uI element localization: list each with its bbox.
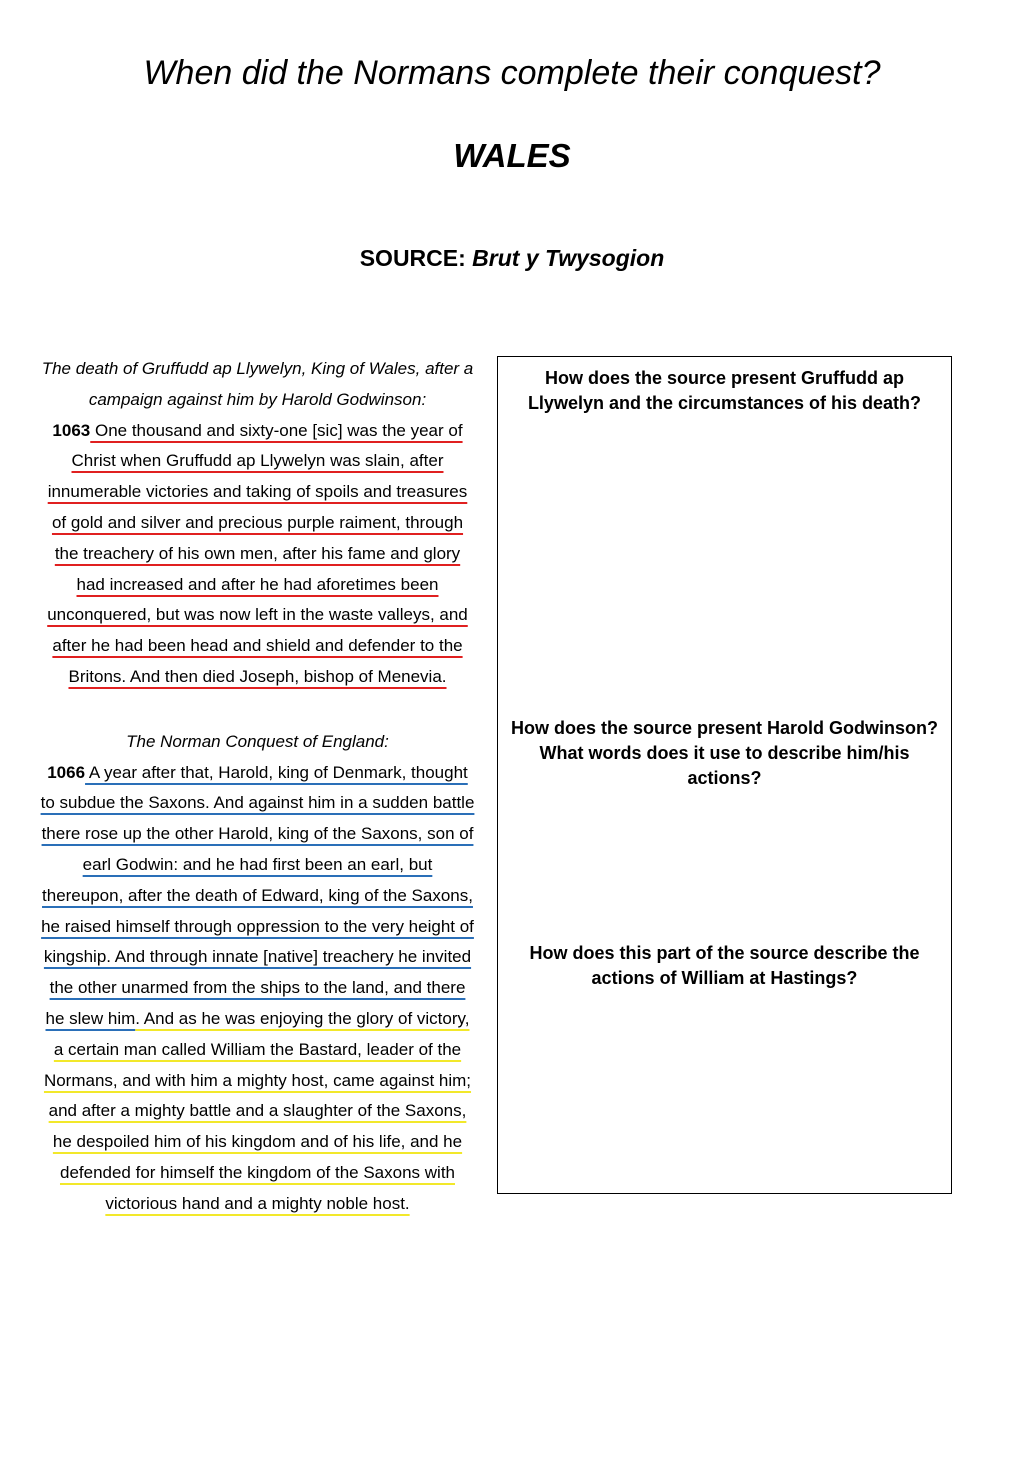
extract-intro-1063: The death of Gruffudd ap Llywelyn, King of Wales, after a campaign against him by Harold Godwinson:	[41, 359, 474, 409]
extract-intro-1066: The Norman Conquest of England:	[126, 731, 389, 751]
question-william: How does this part of the source describe the actions of William at Hastings?	[529, 943, 920, 988]
extract-text-1063: One thousand and sixty-one [sic] was the year of Christ when Gruffudd ap Llywelyn was slain, after innumerable victories and taking of spoils and treasures of gold and silver and precious purple raiment, through the treachery of his own men, after his fame and glory had increased and after he had aforetimes been unconquered, but was now left in the waste valleys, and after he had been head and shield and defender to the Britons. And then died Joseph, bishop of Menevia.	[47, 420, 468, 686]
question-gruffudd: How does the source present Gruffudd ap Llywelyn and the circumstances of his death?	[527, 368, 922, 413]
source-name: Brut y Twysogion	[472, 245, 665, 271]
question-harold: How does the source present Harold Godwinson? What words does it use to describe him/his actions?	[510, 718, 939, 788]
source-heading	[0, 242, 1024, 274]
year-1063: 1063	[52, 420, 91, 440]
source-part-1066	[40, 727, 475, 1220]
extract-text-william: . And as he was enjoying the glory of victory, a certain man called William the Bastard, leader of the Normans, and with him a mighty host, came against him; and after a mighty battle and a slaughter of the Saxons, he despoiled him of his kingdom and of his life, and he defended for himself the kingdom of the Saxons with victorious hand and a mighty noble host.	[43, 1008, 472, 1213]
source-label: SOURCE:	[359, 245, 466, 271]
page-subtitle: WALES	[453, 137, 571, 174]
source-part-1063	[40, 354, 475, 693]
questions-box	[497, 356, 952, 1194]
year-1066: 1066	[47, 762, 86, 782]
page-title: When did the Normans complete their conquest?	[143, 54, 881, 92]
source-extract	[40, 354, 475, 1220]
extract-text-harold: A year after that, Harold, king of Denmark, thought to subdue the Saxons. And against him in a sudden battle there rose up the other Harold, king of the Saxons, son of earl Godwin: and he had first been an earl, but thereupon, after the death of Edward, king of the Saxons, he raised himself through oppression to the very height of kingship. And through innate [native] treachery he invited the other unarmed from the ships to the land, and there he slew him	[40, 762, 475, 1028]
